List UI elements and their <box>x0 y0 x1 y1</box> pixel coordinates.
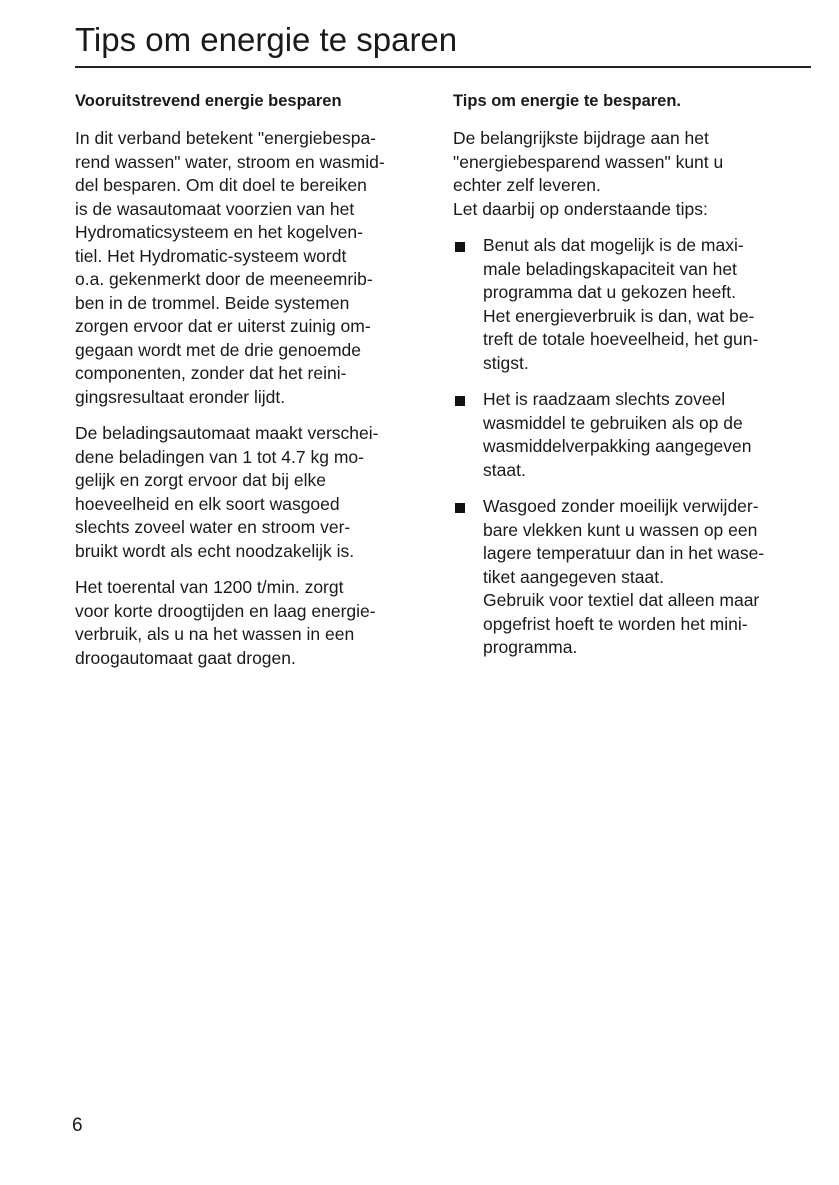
paragraph-line: ben in de trommel. Beide systemen <box>75 292 350 313</box>
tip-line: male beladingskapaciteit van het <box>483 258 737 279</box>
paragraph <box>75 127 435 409</box>
paragraph-line: gegaan wordt met de drie genoemde <box>75 339 362 360</box>
tip-line: tiket aangegeven staat. <box>483 566 664 587</box>
square-bullet-icon <box>455 503 465 513</box>
tip-line: lagere temperatuur dan in het wase- <box>483 543 765 563</box>
tip-line: Het energieverbruik is dan, wat be- <box>483 305 755 326</box>
paragraph-line: De beladingsautomaat maakt verschei- <box>75 423 379 443</box>
left-column <box>75 90 435 683</box>
right-column-intro <box>453 127 813 221</box>
paragraph-line: del besparen. Om dit doel te bereiken <box>75 175 367 195</box>
tip-line: Het is raadzaam slechts zoveel <box>483 389 726 409</box>
tip-line: Gebruik voor textiel dat alleen maar <box>483 590 760 610</box>
page-title: Tips om energie te sparen <box>75 21 458 58</box>
paragraph-line: componenten, zonder dat het reini- <box>75 363 347 383</box>
paragraph-line: hoeveelheid en elk soort wasgoed <box>75 493 340 514</box>
paragraph-line: gelijk en zorgt ervoor dat bij elke <box>75 470 326 490</box>
tip-line: Benut als dat mogelijk is de maxi- <box>483 235 744 255</box>
paragraph-line: is de wasautomaat voorzien van het <box>75 198 355 219</box>
paragraph-line: verbruik, als u na het wassen in een <box>75 624 355 644</box>
paragraph-line: In dit verband betekent "energiebespa- <box>75 128 377 148</box>
tip-line: opgefrist hoeft te worden het mini- <box>483 613 748 634</box>
paragraph-line: gingsresultaat eronder lijdt. <box>75 386 286 407</box>
intro-line: "energiebesparend wassen" kunt u <box>453 151 724 172</box>
tip-line: stigst. <box>483 352 529 373</box>
tip-line: wasmiddel te gebruiken als op de <box>483 412 743 433</box>
tip-line: Wasgoed zonder moeilijk verwijder- <box>483 496 759 516</box>
paragraph-line: droogautomaat gaat drogen. <box>75 647 296 668</box>
intro-line: Let daarbij op onderstaande tips: <box>453 198 708 219</box>
right-column-heading: Tips om energie te besparen. <box>453 92 682 110</box>
tip-item <box>453 495 813 660</box>
paragraph <box>75 576 435 670</box>
paragraph-line: bruikt wordt als echt noodzakelijk is. <box>75 540 355 561</box>
paragraph-line: zorgen ervoor dat er uiterst zuinig om- <box>75 316 371 336</box>
left-column-body <box>75 127 435 670</box>
left-column-heading: Vooruitstrevend energie besparen <box>75 92 342 110</box>
tip-item <box>453 388 813 482</box>
page-number: 6 <box>72 1115 83 1136</box>
paragraph-line: tiel. Het Hydromatic-systeem wordt <box>75 245 347 266</box>
square-bullet-icon <box>455 242 465 252</box>
title-divider <box>75 66 811 68</box>
paragraph-line: dene beladingen van 1 tot 4.7 kg mo- <box>75 446 364 467</box>
intro-line: echter zelf leveren. <box>453 175 601 195</box>
paragraph-line: o.a. gekenmerkt door de meeneemrib- <box>75 269 373 289</box>
paragraph-line: voor korte droogtijden en laag energie- <box>75 600 376 621</box>
paragraph-line: Het toerental van 1200 t/min. zorgt <box>75 577 344 597</box>
tips-list <box>453 234 813 660</box>
tip-line: bare vlekken kunt u wassen op een <box>483 519 758 540</box>
tip-line: wasmiddelverpakking aangegeven <box>483 436 752 456</box>
paragraph-line: rend wassen" water, stroom en wasmid- <box>75 151 385 172</box>
paragraph-line: Hydromaticsysteem en het kogelven- <box>75 222 363 242</box>
paragraph <box>75 422 435 563</box>
tip-item <box>453 234 813 375</box>
tip-line: programma. <box>483 637 578 657</box>
tip-line: programma dat u gekozen heeft. <box>483 282 736 302</box>
intro-line: De belangrijkste bijdrage aan het <box>453 128 709 148</box>
tip-line: treft de totale hoeveelheid, het gun- <box>483 329 759 349</box>
paragraph-line: slechts zoveel water en stroom ver- <box>75 517 351 537</box>
square-bullet-icon <box>455 396 465 406</box>
right-column <box>453 90 813 673</box>
tip-line: staat. <box>483 459 526 480</box>
